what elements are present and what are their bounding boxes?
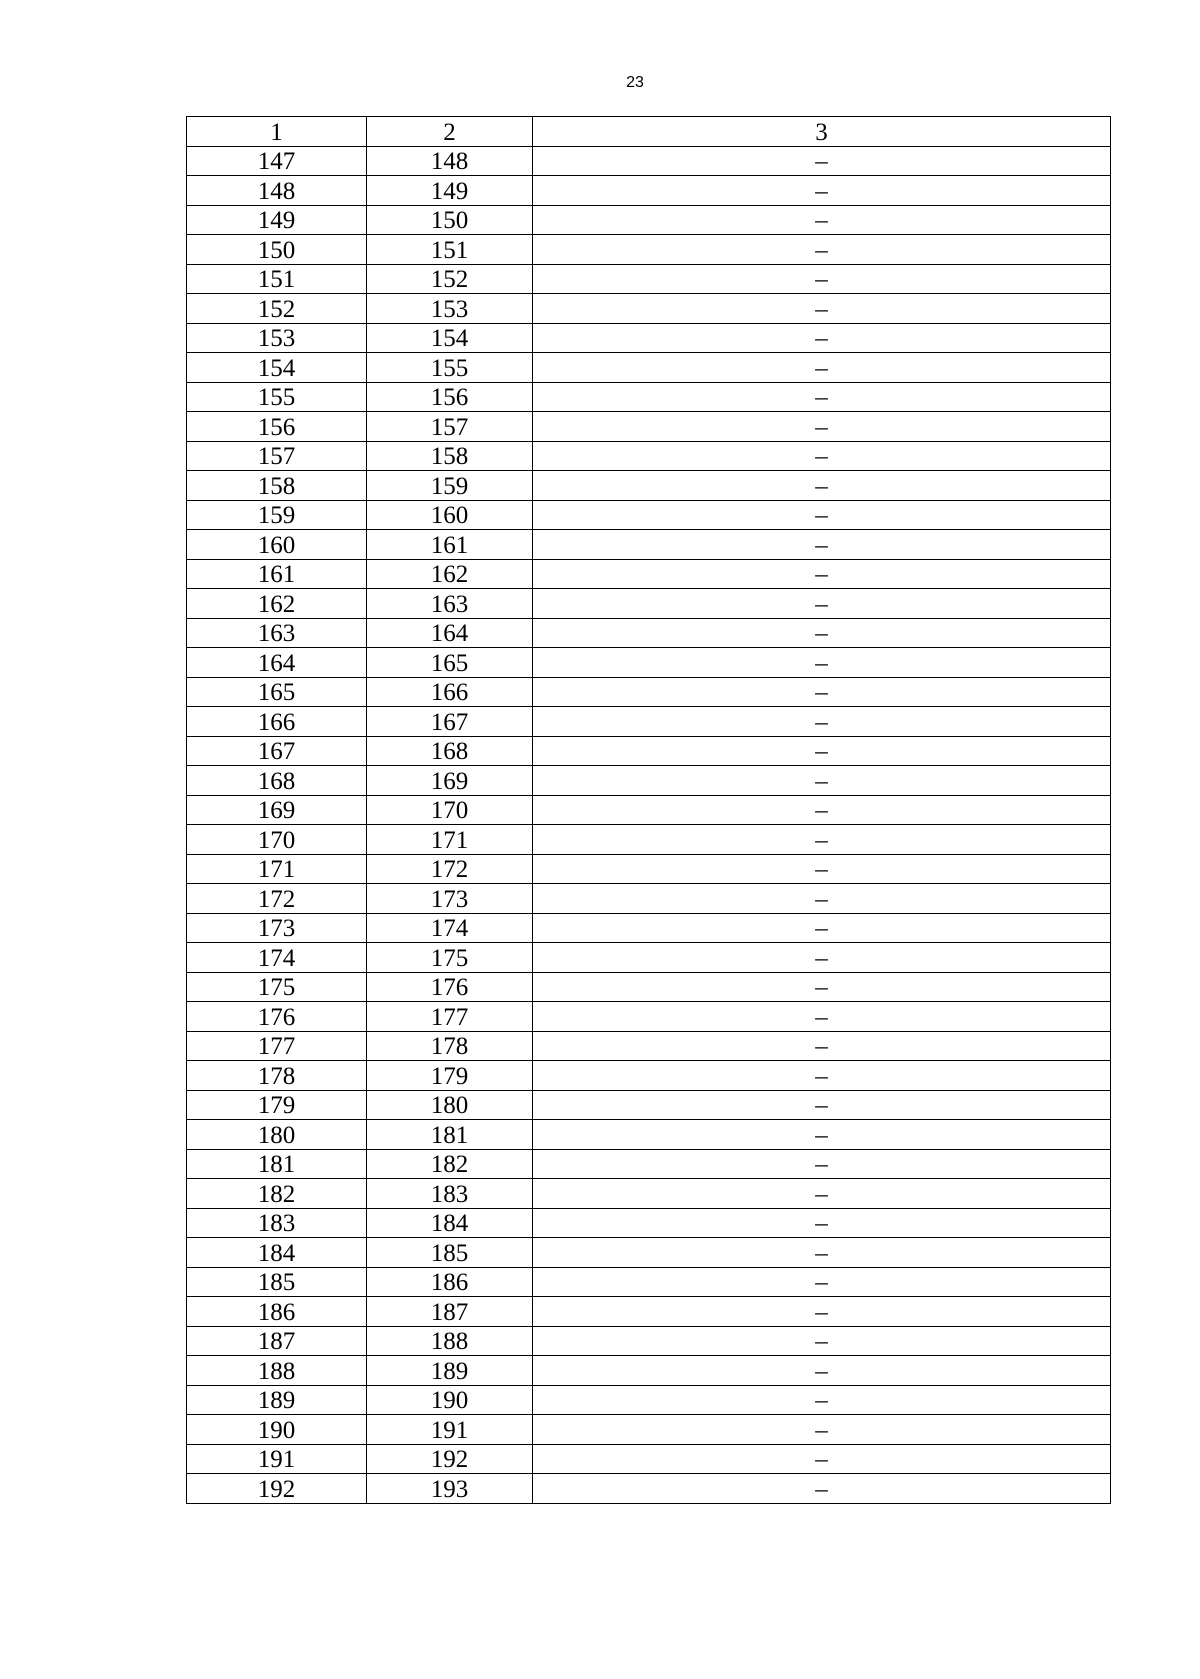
table-row bbox=[187, 648, 1111, 678]
table-row bbox=[187, 1326, 1111, 1356]
table-cell-col-3: – bbox=[533, 677, 1111, 707]
table-cell-col-3: – bbox=[533, 589, 1111, 619]
table-row bbox=[187, 766, 1111, 796]
table-cell-col-3: – bbox=[533, 707, 1111, 737]
table-cell-col-1: 182 bbox=[187, 1179, 367, 1209]
table-row bbox=[187, 1208, 1111, 1238]
table-cell-col-1: 181 bbox=[187, 1149, 367, 1179]
table-row bbox=[187, 943, 1111, 973]
table-cell-col-1: 166 bbox=[187, 707, 367, 737]
table-cell-col-2: 178 bbox=[367, 1031, 533, 1061]
table-cell-col-3: – bbox=[533, 618, 1111, 648]
table-cell-col-1: 162 bbox=[187, 589, 367, 619]
table-cell-col-1: 160 bbox=[187, 530, 367, 560]
table-cell-col-2: 154 bbox=[367, 323, 533, 353]
table-cell-col-2: 189 bbox=[367, 1356, 533, 1386]
table-cell-col-3: – bbox=[533, 854, 1111, 884]
table-row bbox=[187, 500, 1111, 530]
table-row bbox=[187, 1444, 1111, 1474]
table-cell-col-3: – bbox=[533, 146, 1111, 176]
table-cell-col-1: 149 bbox=[187, 205, 367, 235]
table-cell-col-2: 164 bbox=[367, 618, 533, 648]
table-cell-col-3: – bbox=[533, 353, 1111, 383]
table-cell-col-3: – bbox=[533, 1356, 1111, 1386]
column-header-1: 1 bbox=[187, 117, 367, 147]
table-cell-col-3: – bbox=[533, 323, 1111, 353]
table-cell-col-1: 176 bbox=[187, 1002, 367, 1032]
table-cell-col-3: – bbox=[533, 913, 1111, 943]
table-row bbox=[187, 1356, 1111, 1386]
table-cell-col-1: 159 bbox=[187, 500, 367, 530]
table-cell-col-1: 192 bbox=[187, 1474, 367, 1504]
table-body bbox=[187, 146, 1111, 1503]
table-cell-col-2: 188 bbox=[367, 1326, 533, 1356]
table-cell-col-2: 176 bbox=[367, 972, 533, 1002]
table-cell-col-2: 181 bbox=[367, 1120, 533, 1150]
table-row bbox=[187, 235, 1111, 265]
table-cell-col-2: 180 bbox=[367, 1090, 533, 1120]
table-cell-col-2: 149 bbox=[367, 176, 533, 206]
table-row bbox=[187, 530, 1111, 560]
table-cell-col-3: – bbox=[533, 530, 1111, 560]
table-row bbox=[187, 264, 1111, 294]
table-cell-col-3: – bbox=[533, 825, 1111, 855]
table-cell-col-3: – bbox=[533, 972, 1111, 1002]
table-row bbox=[187, 854, 1111, 884]
table-cell-col-3: – bbox=[533, 1326, 1111, 1356]
data-table bbox=[186, 116, 1111, 1504]
table-cell-col-2: 179 bbox=[367, 1061, 533, 1091]
table-row bbox=[187, 1297, 1111, 1327]
table-cell-col-3: – bbox=[533, 1267, 1111, 1297]
table-cell-col-1: 172 bbox=[187, 884, 367, 914]
table-cell-col-3: – bbox=[533, 884, 1111, 914]
table-cell-col-2: 158 bbox=[367, 441, 533, 471]
table-cell-col-1: 157 bbox=[187, 441, 367, 471]
table-cell-col-2: 175 bbox=[367, 943, 533, 973]
table-cell-col-2: 153 bbox=[367, 294, 533, 324]
table-cell-col-3: – bbox=[533, 412, 1111, 442]
table-cell-col-2: 166 bbox=[367, 677, 533, 707]
table-cell-col-3: – bbox=[533, 1415, 1111, 1445]
table-row bbox=[187, 589, 1111, 619]
table-cell-col-3: – bbox=[533, 648, 1111, 678]
table-cell-col-3: – bbox=[533, 766, 1111, 796]
table-cell-col-1: 151 bbox=[187, 264, 367, 294]
table-cell-col-1: 175 bbox=[187, 972, 367, 1002]
table-cell-col-1: 168 bbox=[187, 766, 367, 796]
table-cell-col-3: – bbox=[533, 1208, 1111, 1238]
table-row bbox=[187, 1120, 1111, 1150]
table-cell-col-1: 156 bbox=[187, 412, 367, 442]
table-cell-col-2: 159 bbox=[367, 471, 533, 501]
table-cell-col-1: 184 bbox=[187, 1238, 367, 1268]
table-cell-col-3: – bbox=[533, 1120, 1111, 1150]
table-cell-col-3: – bbox=[533, 1444, 1111, 1474]
table-row bbox=[187, 1474, 1111, 1504]
table-cell-col-2: 187 bbox=[367, 1297, 533, 1327]
table-cell-col-1: 153 bbox=[187, 323, 367, 353]
table-cell-col-1: 188 bbox=[187, 1356, 367, 1386]
table-cell-col-2: 190 bbox=[367, 1385, 533, 1415]
table-row bbox=[187, 1149, 1111, 1179]
table-cell-col-2: 151 bbox=[367, 235, 533, 265]
table-cell-col-2: 186 bbox=[367, 1267, 533, 1297]
table-cell-col-2: 161 bbox=[367, 530, 533, 560]
table-cell-col-1: 148 bbox=[187, 176, 367, 206]
table-row bbox=[187, 707, 1111, 737]
table-cell-col-2: 171 bbox=[367, 825, 533, 855]
table-row bbox=[187, 471, 1111, 501]
table-cell-col-1: 179 bbox=[187, 1090, 367, 1120]
table-row bbox=[187, 972, 1111, 1002]
table-cell-col-1: 155 bbox=[187, 382, 367, 412]
table-cell-col-2: 155 bbox=[367, 353, 533, 383]
table-cell-col-2: 174 bbox=[367, 913, 533, 943]
table-cell-col-3: – bbox=[533, 471, 1111, 501]
table-cell-col-1: 174 bbox=[187, 943, 367, 973]
table-cell-col-3: – bbox=[533, 1385, 1111, 1415]
table-cell-col-1: 189 bbox=[187, 1385, 367, 1415]
table-row bbox=[187, 1238, 1111, 1268]
table-cell-col-1: 190 bbox=[187, 1415, 367, 1445]
table-row bbox=[187, 884, 1111, 914]
table-cell-col-2: 163 bbox=[367, 589, 533, 619]
table-cell-col-2: 169 bbox=[367, 766, 533, 796]
table-cell-col-3: – bbox=[533, 1149, 1111, 1179]
table-cell-col-1: 183 bbox=[187, 1208, 367, 1238]
table-row bbox=[187, 294, 1111, 324]
table-cell-col-1: 163 bbox=[187, 618, 367, 648]
table-cell-col-1: 152 bbox=[187, 294, 367, 324]
table-cell-col-3: – bbox=[533, 1002, 1111, 1032]
column-header-3: 3 bbox=[533, 117, 1111, 147]
table-cell-col-3: – bbox=[533, 943, 1111, 973]
table-cell-col-3: – bbox=[533, 235, 1111, 265]
table-row bbox=[187, 1385, 1111, 1415]
table-cell-col-2: 167 bbox=[367, 707, 533, 737]
table-row bbox=[187, 441, 1111, 471]
table-cell-col-2: 160 bbox=[367, 500, 533, 530]
table-cell-col-3: – bbox=[533, 795, 1111, 825]
table-row bbox=[187, 412, 1111, 442]
table-cell-col-1: 171 bbox=[187, 854, 367, 884]
table-row bbox=[187, 1267, 1111, 1297]
table-cell-col-2: 172 bbox=[367, 854, 533, 884]
table-cell-col-3: – bbox=[533, 1474, 1111, 1504]
table-cell-col-1: 167 bbox=[187, 736, 367, 766]
table-row bbox=[187, 205, 1111, 235]
table-cell-col-2: 173 bbox=[367, 884, 533, 914]
table-cell-col-1: 187 bbox=[187, 1326, 367, 1356]
page-number: 23 bbox=[626, 74, 644, 91]
table-cell-col-3: – bbox=[533, 1238, 1111, 1268]
table-cell-col-1: 169 bbox=[187, 795, 367, 825]
table-cell-col-1: 173 bbox=[187, 913, 367, 943]
table-cell-col-2: 192 bbox=[367, 1444, 533, 1474]
table-cell-col-2: 184 bbox=[367, 1208, 533, 1238]
table-row bbox=[187, 1031, 1111, 1061]
table-cell-col-3: – bbox=[533, 205, 1111, 235]
table-cell-col-1: 147 bbox=[187, 146, 367, 176]
data-table-container bbox=[186, 116, 1110, 1504]
table-cell-col-3: – bbox=[533, 176, 1111, 206]
table-row bbox=[187, 1002, 1111, 1032]
table-row bbox=[187, 795, 1111, 825]
table-cell-col-1: 158 bbox=[187, 471, 367, 501]
table-row bbox=[187, 825, 1111, 855]
table-cell-col-3: – bbox=[533, 500, 1111, 530]
table-cell-col-1: 191 bbox=[187, 1444, 367, 1474]
table-cell-col-3: – bbox=[533, 1061, 1111, 1091]
table-row bbox=[187, 353, 1111, 383]
table-row bbox=[187, 913, 1111, 943]
table-cell-col-3: – bbox=[533, 1031, 1111, 1061]
table-row bbox=[187, 618, 1111, 648]
header-row bbox=[187, 117, 1111, 147]
table-row bbox=[187, 559, 1111, 589]
table-header bbox=[187, 117, 1111, 147]
table-cell-col-2: 168 bbox=[367, 736, 533, 766]
table-cell-col-1: 180 bbox=[187, 1120, 367, 1150]
table-cell-col-2: 183 bbox=[367, 1179, 533, 1209]
table-cell-col-3: – bbox=[533, 1090, 1111, 1120]
table-cell-col-1: 185 bbox=[187, 1267, 367, 1297]
table-cell-col-2: 157 bbox=[367, 412, 533, 442]
table-cell-col-2: 182 bbox=[367, 1149, 533, 1179]
table-cell-col-3: – bbox=[533, 736, 1111, 766]
table-row bbox=[187, 176, 1111, 206]
table-cell-col-2: 150 bbox=[367, 205, 533, 235]
table-row bbox=[187, 382, 1111, 412]
table-cell-col-1: 164 bbox=[187, 648, 367, 678]
table-cell-col-3: – bbox=[533, 441, 1111, 471]
table-row bbox=[187, 146, 1111, 176]
table-cell-col-1: 150 bbox=[187, 235, 367, 265]
table-row bbox=[187, 736, 1111, 766]
table-cell-col-2: 191 bbox=[367, 1415, 533, 1445]
table-cell-col-3: – bbox=[533, 382, 1111, 412]
table-cell-col-1: 177 bbox=[187, 1031, 367, 1061]
table-cell-col-3: – bbox=[533, 559, 1111, 589]
table-row bbox=[187, 1415, 1111, 1445]
table-cell-col-1: 170 bbox=[187, 825, 367, 855]
table-cell-col-2: 152 bbox=[367, 264, 533, 294]
table-cell-col-2: 148 bbox=[367, 146, 533, 176]
table-cell-col-3: – bbox=[533, 1179, 1111, 1209]
table-cell-col-1: 178 bbox=[187, 1061, 367, 1091]
table-cell-col-3: – bbox=[533, 1297, 1111, 1327]
table-cell-col-3: – bbox=[533, 294, 1111, 324]
table-cell-col-1: 186 bbox=[187, 1297, 367, 1327]
table-row bbox=[187, 677, 1111, 707]
table-cell-col-1: 154 bbox=[187, 353, 367, 383]
table-cell-col-2: 177 bbox=[367, 1002, 533, 1032]
table-cell-col-2: 162 bbox=[367, 559, 533, 589]
table-cell-col-2: 185 bbox=[367, 1238, 533, 1268]
table-cell-col-2: 193 bbox=[367, 1474, 533, 1504]
table-cell-col-1: 161 bbox=[187, 559, 367, 589]
table-cell-col-2: 170 bbox=[367, 795, 533, 825]
table-cell-col-2: 156 bbox=[367, 382, 533, 412]
table-cell-col-3: – bbox=[533, 264, 1111, 294]
table-row bbox=[187, 323, 1111, 353]
table-cell-col-2: 165 bbox=[367, 648, 533, 678]
table-row bbox=[187, 1061, 1111, 1091]
table-row bbox=[187, 1090, 1111, 1120]
table-cell-col-1: 165 bbox=[187, 677, 367, 707]
column-header-2: 2 bbox=[367, 117, 533, 147]
table-row bbox=[187, 1179, 1111, 1209]
